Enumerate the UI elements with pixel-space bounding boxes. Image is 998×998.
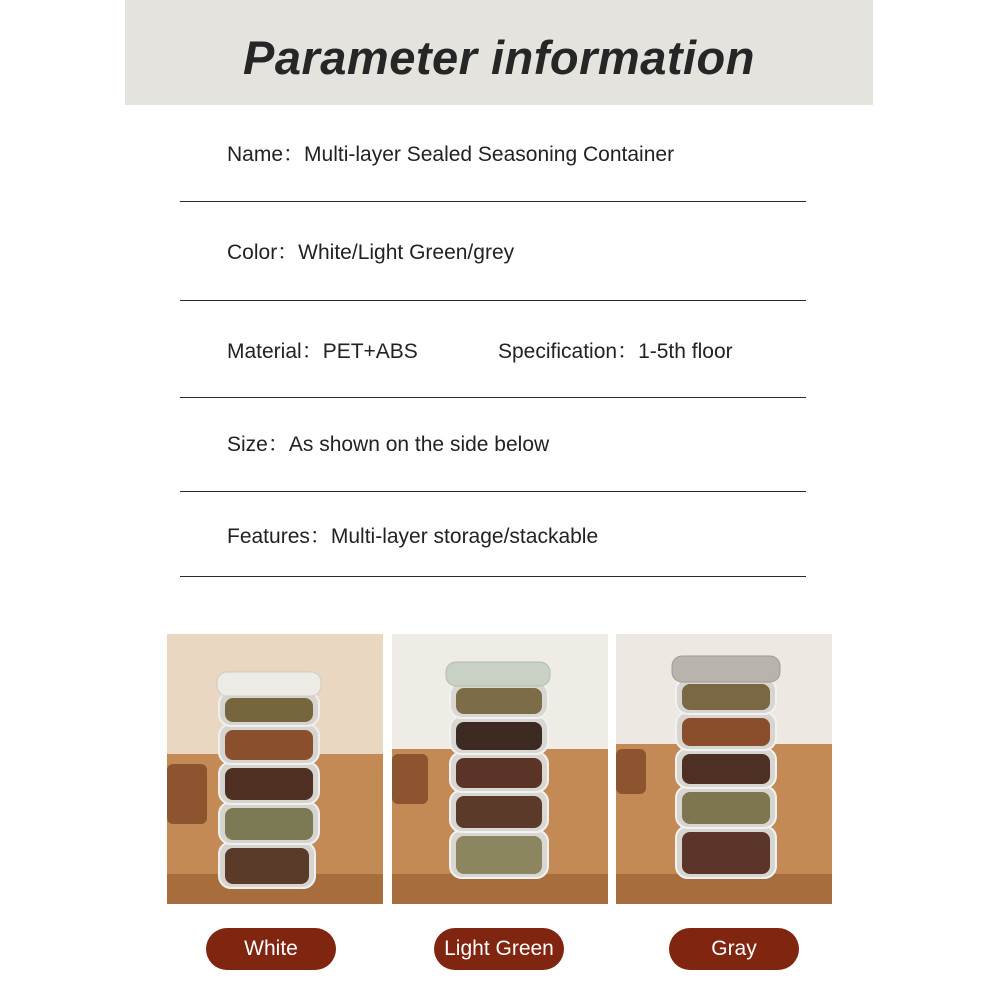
variant-badge-light-green: Light Green bbox=[434, 928, 564, 970]
product-photo-gray bbox=[616, 634, 832, 904]
param-size: Size：As shown on the side below bbox=[227, 433, 550, 456]
divider bbox=[180, 300, 806, 301]
header-banner bbox=[125, 0, 873, 105]
param-color: Color：White/Light Green/grey bbox=[227, 241, 515, 264]
variant-badge-gray: Gray bbox=[669, 928, 799, 970]
divider bbox=[180, 576, 806, 577]
param-row-features bbox=[180, 520, 806, 550]
param-row-name bbox=[180, 138, 806, 168]
page-title: Parameter information bbox=[243, 31, 755, 84]
divider bbox=[180, 491, 806, 492]
param-specification: Specification：1-5th floor bbox=[498, 340, 733, 363]
product-photo-white bbox=[167, 634, 383, 904]
param-features: Features：Multi-layer storage/stackable bbox=[227, 525, 599, 548]
divider bbox=[180, 397, 806, 398]
param-row-size bbox=[180, 428, 806, 458]
product-photo-light-green bbox=[392, 634, 608, 904]
param-row-color bbox=[180, 236, 806, 266]
param-row-material bbox=[180, 335, 806, 365]
param-name: Name：Multi-layer Sealed Seasoning Container bbox=[227, 143, 675, 166]
divider bbox=[180, 201, 806, 202]
param-material: Material：PET+ABS bbox=[227, 340, 418, 363]
variant-badge-white: White bbox=[206, 928, 336, 970]
